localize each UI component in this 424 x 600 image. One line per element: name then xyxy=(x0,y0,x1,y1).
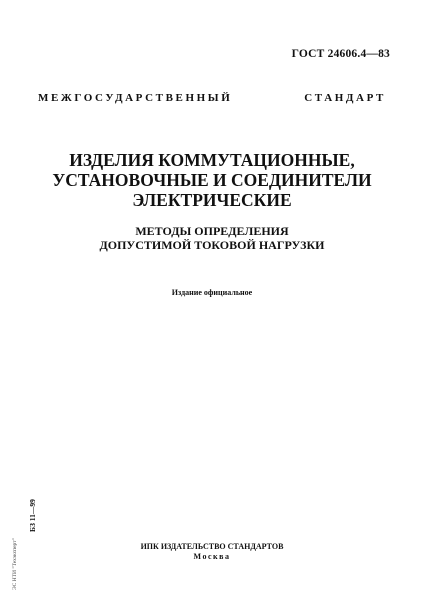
publisher-name: ИПК ИЗДАТЕЛЬСТВО СТАНДАРТОВ xyxy=(140,542,284,551)
publisher-city: Москва xyxy=(193,552,231,561)
document-title xyxy=(0,150,424,210)
standard-designation: ГОСТ 24606.4—83 xyxy=(291,48,390,60)
title-line-1: ИЗДЕЛИЯ КОММУТАЦИОННЫЕ, xyxy=(69,150,355,170)
title-line-3: ЭЛЕКТРИЧЕСКИЕ xyxy=(132,190,292,210)
title-line-2: УСТАНОВОЧНЫЕ И СОЕДИНИТЕЛИ xyxy=(52,170,372,190)
side-code-label: БЗ 11—99 xyxy=(28,499,37,532)
document-subtitle xyxy=(0,224,424,252)
side-watermark-text: ЭС НТИ "Техэксперт" xyxy=(12,538,18,590)
publisher-block xyxy=(0,542,424,562)
subtitle-line-1: МЕТОДЫ ОПРЕДЕЛЕНИЯ xyxy=(135,224,289,238)
standard-type-heading: МЕЖГОСУДАРСТВЕННЫЙ СТАНДАРТ xyxy=(38,92,386,104)
subtitle-line-2: ДОПУСТИМОЙ ТОКОВОЙ НАГРУЗКИ xyxy=(99,238,325,252)
edition-note: Издание официальное xyxy=(171,288,253,297)
